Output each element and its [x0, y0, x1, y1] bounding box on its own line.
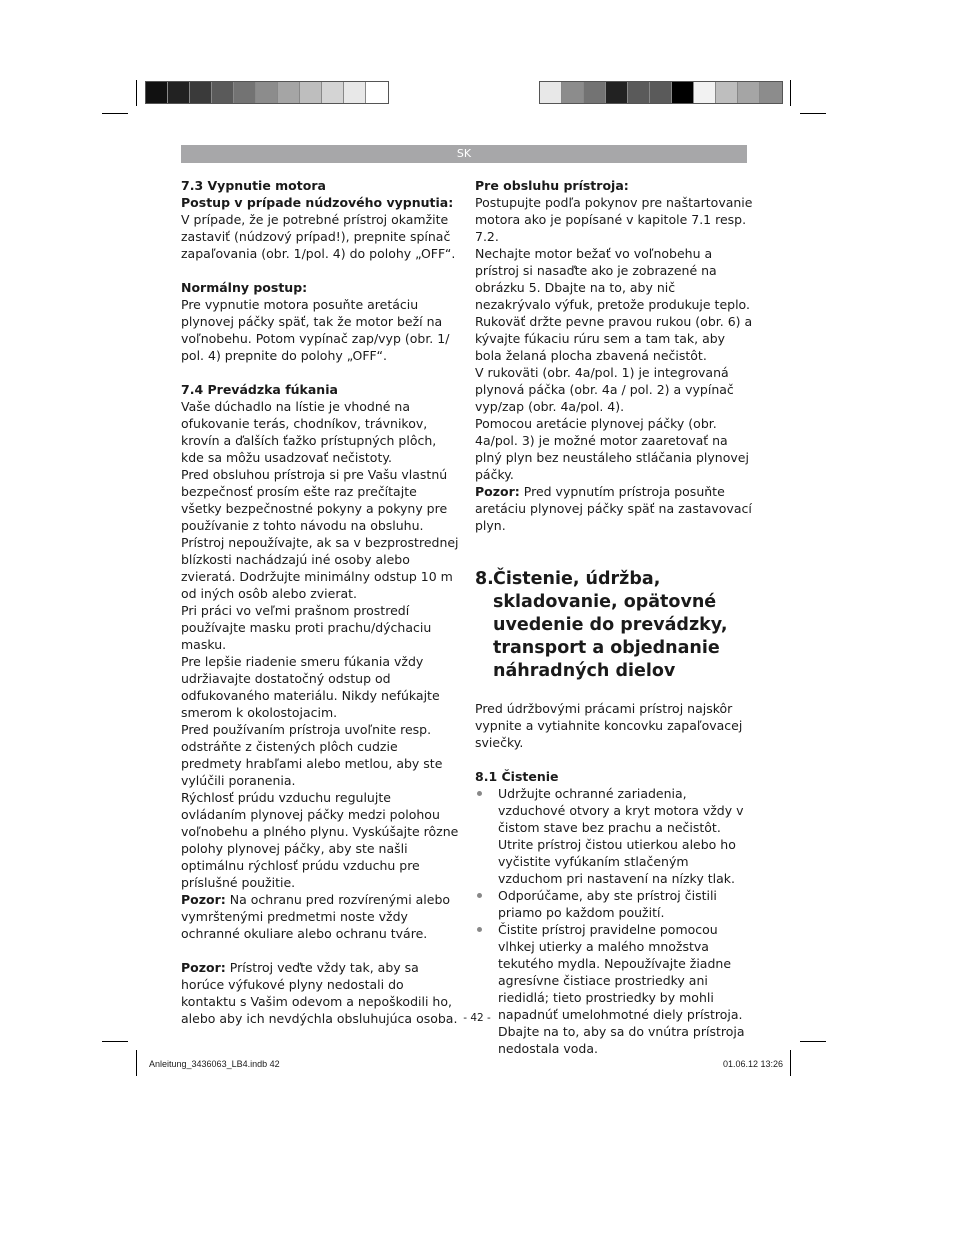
color-swatch	[168, 82, 190, 103]
warning-text: Prístroj veďte vždy tak, aby sa horúce výfukové plyny nedostali do kontaktu s Vašim odevom a nepoškodili ho, alebo aby ich nevdýchla obsluhujúca osoba.	[181, 960, 458, 1026]
color-swatch	[540, 82, 562, 103]
list-item: Odporúčame, aby ste prístroj čistili priamo po každom použití.	[475, 887, 753, 921]
chapter-heading-8	[475, 568, 753, 683]
chapter-number: 8.	[475, 569, 494, 589]
footer-date: 01.06.12 13:26	[722, 1059, 783, 1069]
paragraph: Pred obsluhou prístroja si pre Vašu vlastnú bezpečnosť prosím ešte raz prečítajte všetky bezpečnostné pokyny a pokyny pre používanie z tohto návodu na obsluhu.	[181, 467, 448, 533]
paragraph: Pred používaním prístroja uvoľnite resp. odstráňte z čistených plôch cudzie predmety hrabľami alebo metlou, aby ste vylúčili poranenia.	[181, 722, 443, 788]
color-bar-left	[145, 81, 389, 104]
left-column	[181, 177, 459, 1027]
paragraph: Pred údržbovými prácami prístroj najskôr vypnite a vytiahnite koncovku zapaľovacej sviečky.	[475, 701, 743, 750]
color-swatch	[234, 82, 256, 103]
color-swatch	[716, 82, 738, 103]
subheading-normal: Normálny postup:	[181, 280, 308, 295]
paragraph: Vaše dúchadlo na lístie je vhodné na ofukovanie terás, chodníkov, trávnikov, krovín a ďalších ťažko prístupných plôch, kde sa môžu usadzovať nečistoty.	[181, 399, 437, 465]
color-swatch	[584, 82, 606, 103]
section-heading-8-1: 8.1 Čistenie	[475, 769, 559, 784]
crop-mark	[136, 1050, 137, 1076]
paragraph: V prípade, že je potrebné prístroj okamžite zastaviť (núdzový prípad!), prepnite spínač zapaľovania (obr. 1/pol. 4) do polohy „OFF“.	[181, 212, 456, 261]
crop-mark	[790, 1050, 791, 1076]
color-swatch	[212, 82, 234, 103]
list-item: Udržujte ochranné zariadenia, vzduchové otvory a kryt motora vždy v čistom stave bez prachu a nečistôt. Utrite prístroj čistou utierkou alebo ho vyčistite vyfúkaním stlačeným vzduchom pri nastavení na nízky tlak.	[475, 785, 753, 887]
list-item: Čistite prístroj pravidelne pomocou vlhkej utierky a malého množstva tekutého mydla. Nepoužívajte žiadne agresívne čistiace prostriedky ani riedidlá; tieto prostriedky by mohli napadnúť umelohmotné diely prístroja. Dbajte na to, aby sa do vnútra prístroja nedostala voda.	[475, 921, 753, 1057]
color-bar-right	[539, 81, 783, 104]
paragraph: Nechajte motor bežať vo voľnobehu a prístroj si nasaďte ako je zobrazené na obrázku 5. Dbajte na to, aby nič nezakrývalo výfuk, pretože produkuje teplo.	[475, 246, 750, 312]
color-swatch	[344, 82, 366, 103]
paragraph: Pri práci vo veľmi prašnom prostredí používajte masku proti prachu/dýchaciu masku.	[181, 603, 432, 652]
color-swatch	[300, 82, 322, 103]
subheading-operation: Pre obsluhu prístroja:	[475, 178, 629, 193]
color-swatch	[628, 82, 650, 103]
warning-paragraph	[475, 483, 753, 534]
crop-mark	[102, 113, 128, 114]
warning-label: Pozor:	[181, 892, 226, 907]
right-column	[475, 177, 753, 1057]
paragraph: Prístroj nepoužívajte, ak sa v bezprostrednej blízkosti nachádzajú iné osoby alebo zvieratá. Dodržujte minimálny odstup 10 m od iných osôb alebo zvierat.	[181, 535, 459, 601]
paragraph: Postupujte podľa pokynov pre naštartovanie motora ako je popísané v kapitole 7.1 resp. 7.2.	[475, 195, 753, 244]
color-swatch	[738, 82, 760, 103]
page-number: - 42 -	[463, 1012, 491, 1024]
section-heading-7-3: 7.3 Vypnutie motora	[181, 178, 326, 193]
color-swatch	[760, 82, 782, 103]
language-band: SK	[181, 145, 747, 163]
chapter-title: Čistenie, údržba, skladovanie, opätovné uvedenie do prevádzky, transport a objednanie náhradných dielov	[493, 569, 728, 681]
section-heading-7-4: 7.4 Prevádzka fúkania	[181, 382, 338, 397]
warning-label: Pozor:	[475, 484, 520, 499]
color-swatch	[278, 82, 300, 103]
paragraph: Pomocou aretácie plynovej páčky (obr. 4a/pol. 3) je možné motor zaaretovať na plný plyn bez neustáleho stláčania plynovej páčky.	[475, 416, 749, 482]
warning-text: Na ochranu pred rozvírenými alebo vymrštenými predmetmi noste vždy ochranné okuliare alebo ochranu tváre.	[181, 892, 451, 941]
color-swatch	[322, 82, 344, 103]
color-swatch	[694, 82, 716, 103]
paragraph: Rukoväť držte pevne pravou rukou (obr. 6) a kývajte fúkaciu rúru sem a tam tak, aby bola želaná plocha zbavená nečistôt.	[475, 314, 753, 363]
color-swatch	[650, 82, 672, 103]
paragraph: Rýchlosť prúdu vzduchu regulujte ovládaním plynovej páčky medzi polohou voľnobehu a plného plynu. Vyskúšajte rôzne polohy plynovej páčky, aby ste našli optimálnu rýchlosť prúdu vzduchu pre príslušné použitie.	[181, 790, 459, 890]
color-swatch	[366, 82, 388, 103]
crop-mark	[790, 80, 791, 106]
paragraph: V rukoväti (obr. 4a/pol. 1) je integrovaná plynová páčka (obr. 4a / pol. 2) a vypínač vyp/zap (obr. 4a/pol. 4).	[475, 365, 734, 414]
color-swatch	[606, 82, 628, 103]
warning-paragraph	[181, 891, 459, 942]
paragraph: Pre vypnutie motora posuňte aretáciu plynovej páčky späť, tak že motor beží na voľnobehu. Potom vypínač zap/vyp (obr. 1/ pol. 4) prepnite do polohy „OFF“.	[181, 297, 450, 363]
warning-text: Pred vypnutím prístroja posuňte aretáciu plynovej páčky späť na zastavovací plyn.	[475, 484, 752, 533]
color-swatch	[256, 82, 278, 103]
color-swatch	[562, 82, 584, 103]
warning-label: Pozor:	[181, 960, 226, 975]
crop-mark	[800, 113, 826, 114]
paragraph: Pre lepšie riadenie smeru fúkania vždy udržiavajte dostatočný odstup od odfukovaného materiálu. Nikdy nefúkajte smerom k okolostojacim.	[181, 654, 440, 720]
crop-mark	[136, 80, 137, 106]
color-swatch	[146, 82, 168, 103]
color-swatch	[672, 82, 694, 103]
footer-file: Anleitung_3436063_LB4.indb 42	[149, 1059, 280, 1069]
color-swatch	[190, 82, 212, 103]
subheading-emergency: Postup v prípade núdzového vypnutia:	[181, 195, 454, 210]
crop-mark	[800, 1041, 826, 1042]
crop-mark	[102, 1041, 128, 1042]
